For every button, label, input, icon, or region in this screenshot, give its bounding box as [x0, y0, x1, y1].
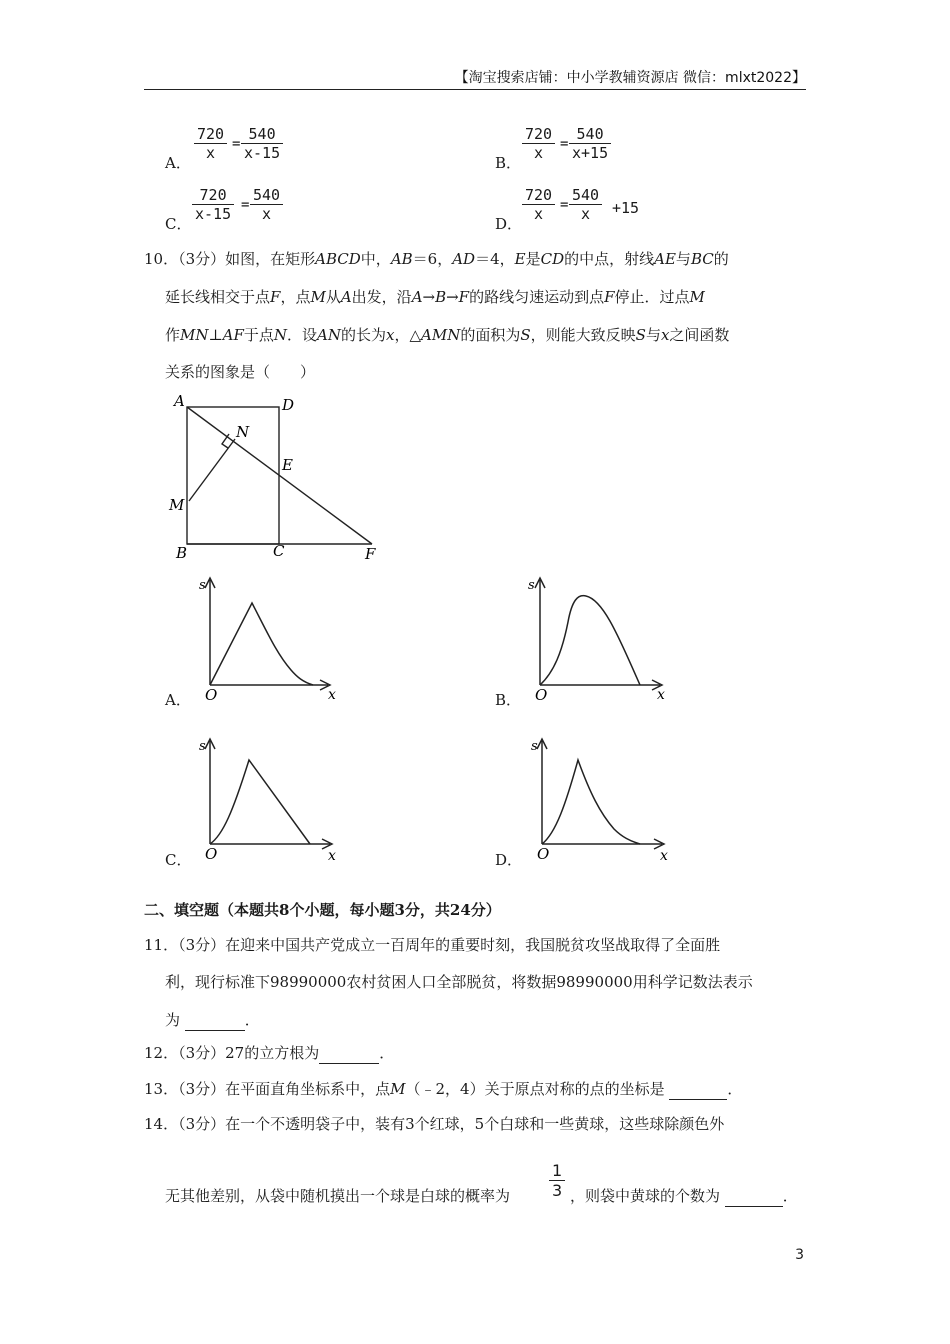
equals-sign: =	[241, 197, 250, 213]
svg-text:s: s	[199, 578, 206, 593]
svg-text:s: s	[199, 739, 206, 754]
graph-a	[193, 572, 353, 704]
option-label: C．	[165, 215, 192, 233]
section-title: 二、填空题（本题共8个小题，每小题3分，共24分）	[144, 901, 501, 919]
q10-line-4: 关系的图象是（ ）	[165, 363, 316, 381]
fraction-right: 540 x+15	[569, 125, 611, 162]
label-b: B	[176, 544, 188, 562]
option-label: B．	[495, 154, 522, 172]
svg-text:x: x	[328, 848, 336, 864]
answer-blank[interactable]	[669, 1079, 727, 1100]
equals-sign: =	[232, 136, 241, 152]
option-label: A．	[165, 154, 191, 172]
answer-blank[interactable]	[319, 1043, 379, 1064]
graph-c	[193, 733, 353, 865]
graph-b	[522, 572, 682, 704]
option-label: B．	[495, 691, 522, 709]
q14-line-2-b: ，则袋中黄球的个数为 ．	[570, 1187, 798, 1205]
q13-line: 13．（3分）在平面直角坐标系中，点M（﹣2，4）关于原点对称的点的坐标是 ．	[144, 1080, 743, 1098]
svg-text:x: x	[328, 687, 336, 703]
fraction-left: 720 x	[194, 125, 227, 162]
plus-fifteen: +15	[612, 199, 640, 217]
rectangle-figure	[160, 388, 390, 568]
option-label: A．	[165, 691, 191, 709]
label-e: E	[282, 456, 293, 474]
equals-sign: =	[560, 197, 569, 213]
page-header: 【淘宝搜索店铺：中小学教辅资源店 微信：mlxt2022】	[454, 70, 806, 86]
label-f: F	[365, 545, 376, 563]
graph-d	[522, 733, 682, 865]
svg-text:x: x	[660, 848, 668, 864]
svg-text:O: O	[205, 686, 218, 704]
q11-line-3: 为 ．	[165, 1011, 260, 1029]
label-n: N	[236, 423, 250, 441]
svg-text:O: O	[535, 686, 548, 704]
curve-a	[210, 603, 313, 685]
fraction-left: 720 x	[522, 186, 555, 223]
label-a: A	[174, 392, 185, 410]
answer-blank[interactable]	[725, 1186, 783, 1207]
q12-line: 12．（3分）27的立方根为 ．	[144, 1044, 395, 1062]
fraction-left: 720 x-15	[192, 186, 234, 223]
label-d: D	[282, 396, 295, 414]
q14-line-2-a: 无其他差别，从袋中随机摸出一个球是白球的概率为	[165, 1187, 511, 1205]
label-m: M	[169, 496, 185, 514]
label-c: C	[273, 542, 285, 560]
svg-text:s: s	[528, 578, 535, 593]
header-rule	[144, 89, 806, 90]
q10-line-3: 作MN⊥AF于点N．设AN的长为x，△AMN的面积为S，则能大致反映S与x之间函数	[165, 326, 730, 344]
fraction-right: 540 x-15	[241, 125, 283, 162]
rect-abcd	[187, 407, 279, 544]
fraction-right: 540 x	[250, 186, 283, 223]
q14-line-1: 14．（3分）在一个不透明袋子中，装有3个红球，5个白球和一些黄球，这些球除颜色外	[144, 1115, 725, 1133]
answer-blank[interactable]	[185, 1010, 245, 1031]
option-label: D．	[495, 851, 523, 869]
svg-text:s: s	[531, 739, 538, 754]
option-label: D．	[495, 215, 523, 233]
curve-b	[540, 596, 640, 685]
page-number: 3	[795, 1247, 804, 1263]
q10-line-2: 延长线相交于点F，点M从A出发，沿A→B→F的路线匀速运动到点F停止．过点M	[165, 288, 705, 306]
svg-text:x: x	[657, 687, 665, 703]
line-mn	[189, 439, 235, 501]
q11-line-2: 利，现行标准下98990000农村贫困人口全部脱贫，将数据98990000用科学记数法表示	[165, 973, 753, 991]
equals-sign: =	[560, 136, 569, 152]
probability-fraction: 1 3	[549, 1161, 565, 1200]
svg-text:O: O	[205, 845, 218, 863]
svg-text:O: O	[537, 845, 550, 863]
q10-line-1: 10．（3分）如图，在矩形ABCD中，AB＝6，AD＝4，E是CD的中点，射线AE与BC的	[144, 250, 729, 268]
fraction-right: 540 x	[569, 186, 602, 223]
fraction-left: 720 x	[522, 125, 555, 162]
curve-c	[210, 760, 310, 844]
curve-d	[542, 760, 640, 844]
option-label: C．	[165, 851, 192, 869]
q11-line-1: 11．（3分）在迎来中国共产党成立一百周年的重要时刻，我国脱贫攻坚战取得了全面胜	[144, 936, 721, 954]
